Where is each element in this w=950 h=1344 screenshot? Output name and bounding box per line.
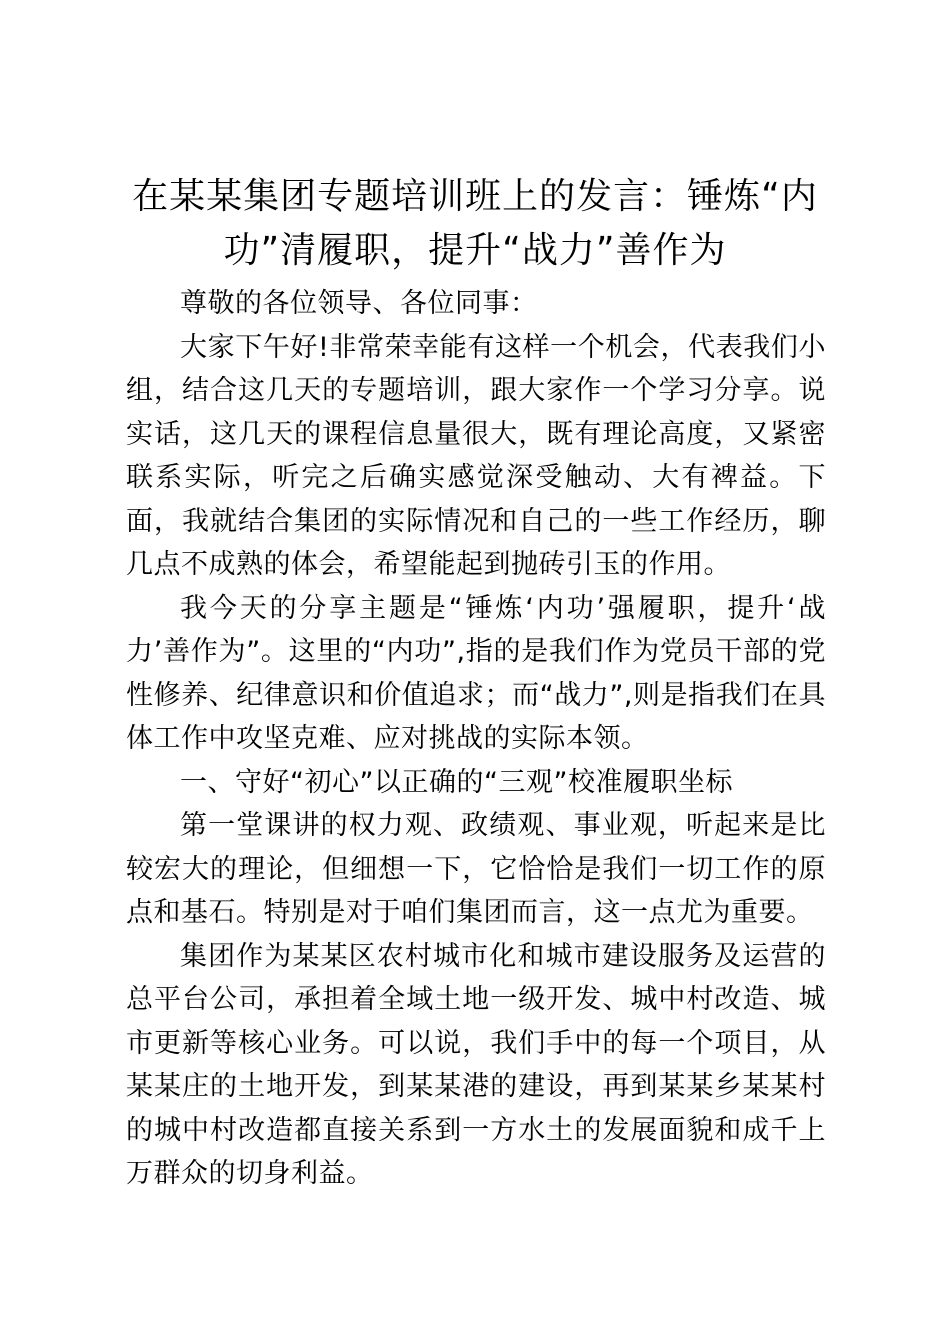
paragraph-first-lecture: 第一堂课讲的权力观、政绩观、事业观，听起来是比较宏大的理论，但细想一下，它恰恰是我们一切工作的原点和基石。特别是对于咱们集团而言，这一点尤为重要。 — [126, 810, 826, 928]
document-body — [126, 282, 826, 1196]
document-title: 在某某集团专题培训班上的发言：锤炼“内功”清履职，提升“战力”善作为 — [132, 176, 818, 271]
salutation: 尊敬的各位领导、各位同事： — [180, 288, 538, 319]
paragraph-opening: 大家下午好!非常荣幸能有这样一个机会，代表我们小组，结合这几天的专题培训，跟大家作一个学习分享。说实话，这几天的课程信息量很大，既有理论高度，又紧密联系实际，听完之后确实感觉深受触动、大有裨益。下面，我就结合集团的实际情况和自己的一些工作经历，聊几点不成熟的体会，希望能起到抛砖引玉的作用。 — [126, 331, 826, 580]
paragraph-theme: 我今天的分享主题是“锤炼‘内功’强履职，提升‘战力’善作为”。这里的“内功”,指的是我们作为党员干部的党性修养、纪律意识和价值追求；而“战力”,则是指我们在具体工作中攻坚克难、应对挑战的实际本领。 — [126, 592, 826, 754]
paragraph-group-intro: 集团作为某某区农村城市化和城市建设服务及运营的总平台公司，承担着全域土地一级开发、城中村改造、城市更新等核心业务。可以说，我们手中的每一个项目，从某某庄的土地开发，到某某港的建设，再到某某乡某某村的城中村改造都直接关系到一方水土的发展面貌和成千上万群众的切身利益。 — [126, 940, 826, 1189]
section-heading-1: 一、守好“初心”以正确的“三观”校准履职坐标 — [180, 766, 733, 798]
